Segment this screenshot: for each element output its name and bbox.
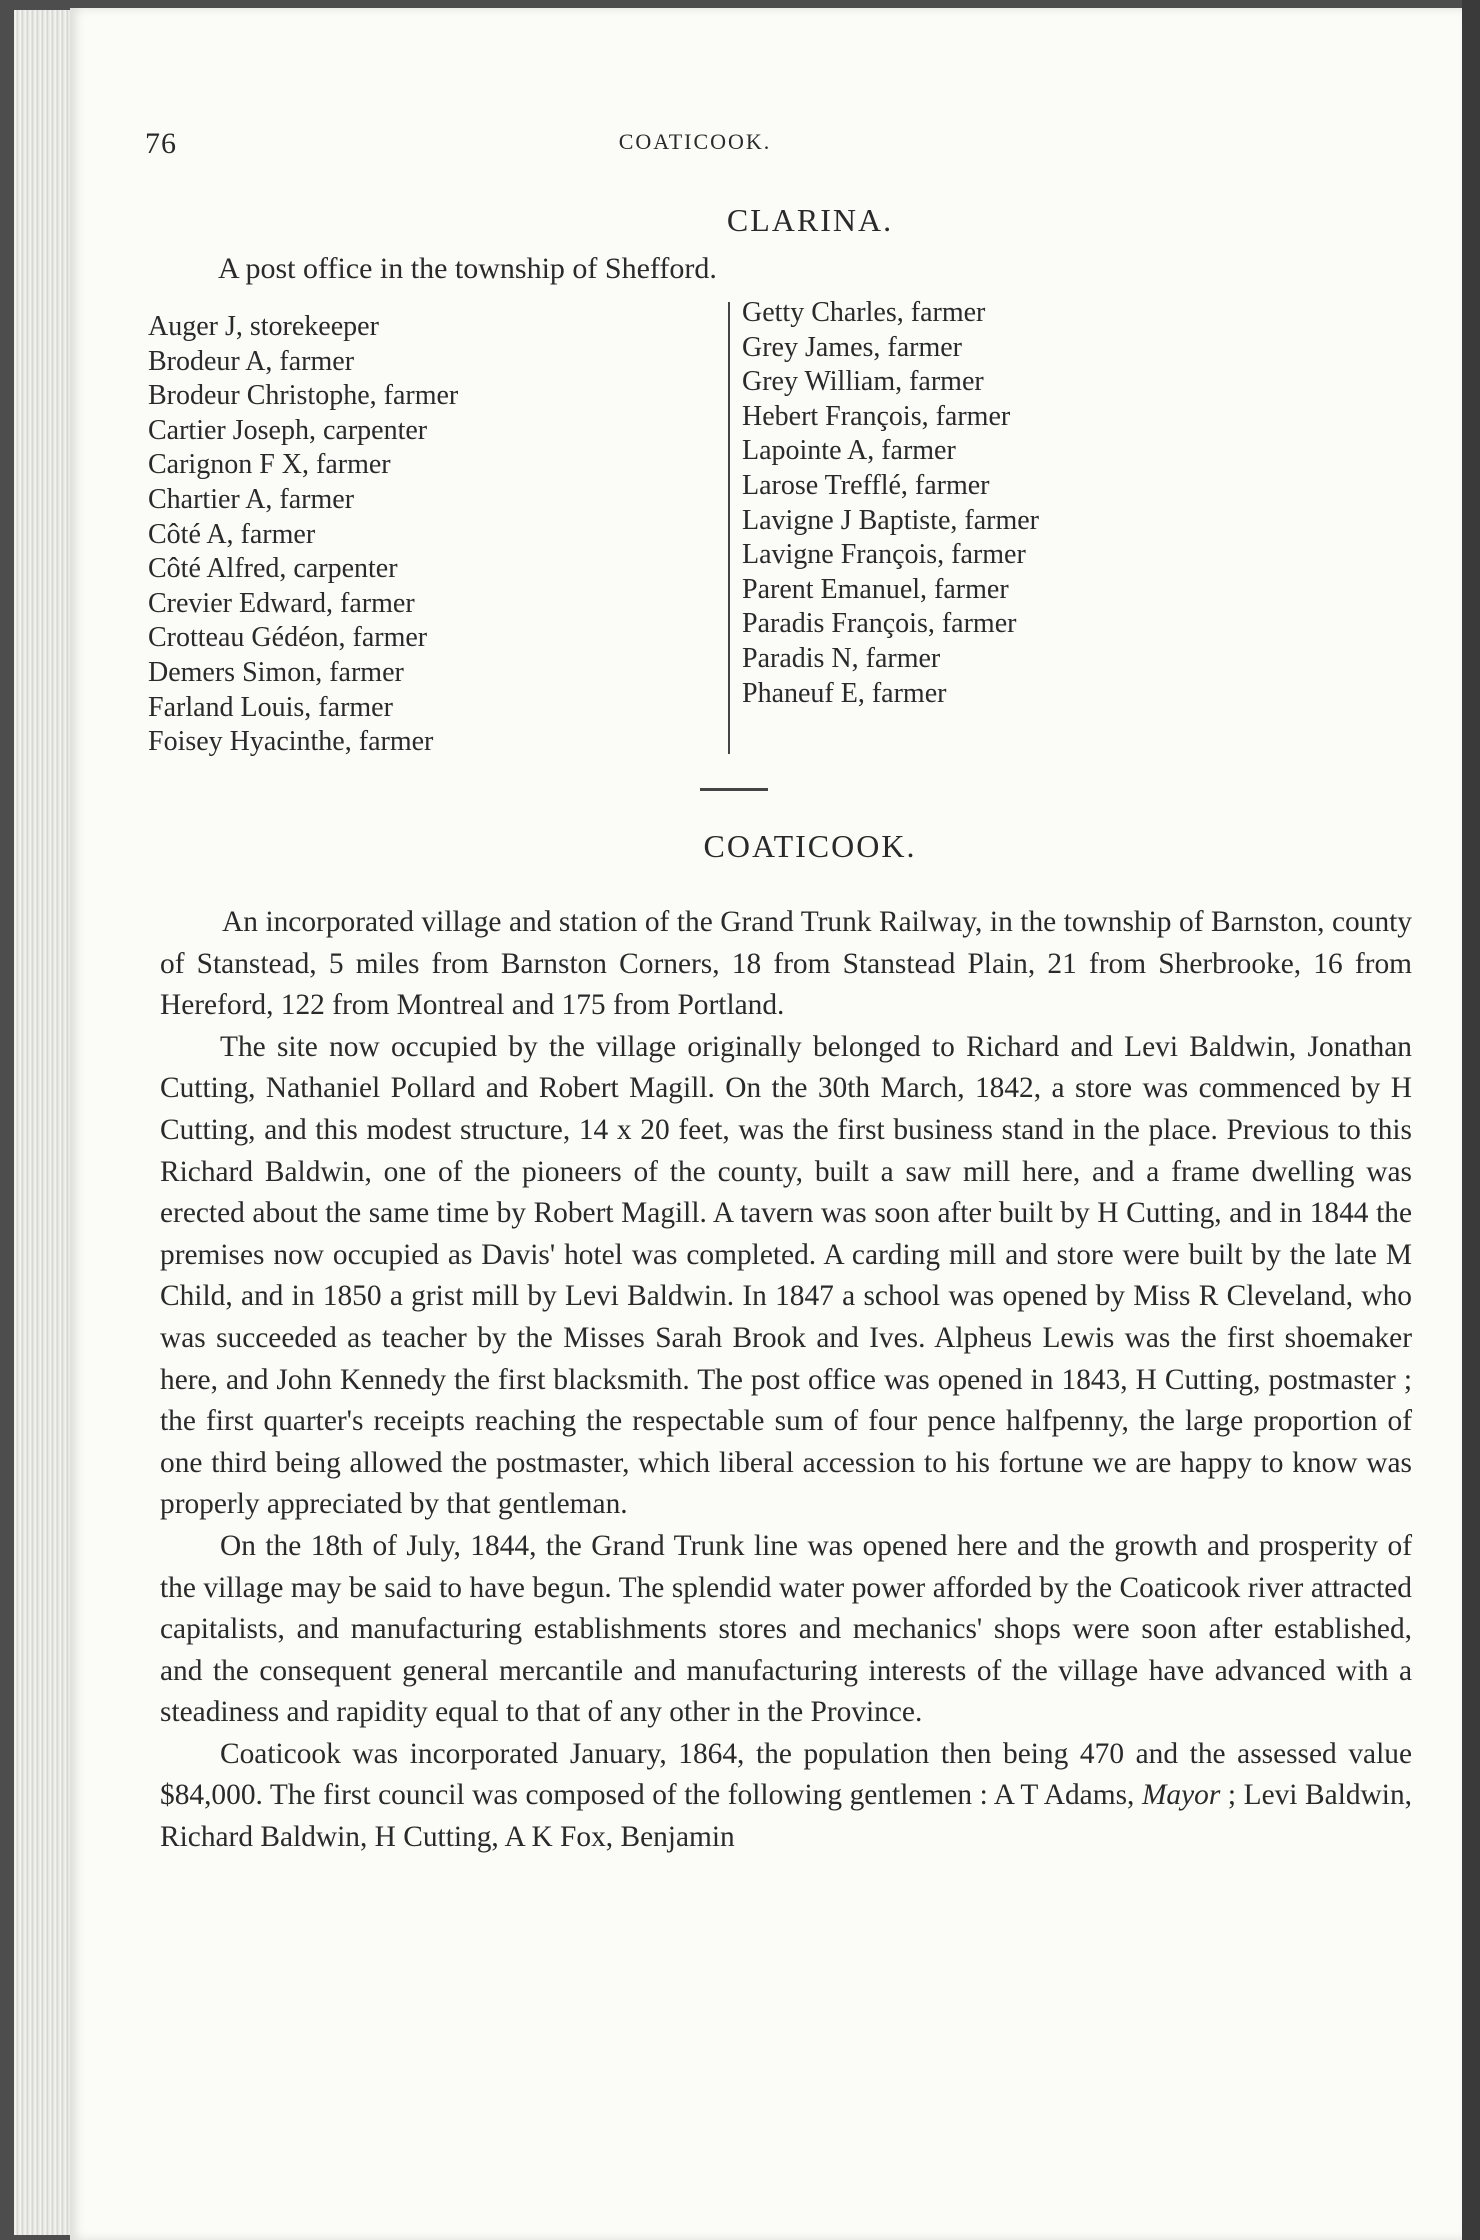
paragraph bbox=[160, 1734, 1412, 1859]
directory-entry: Chartier A, farmer bbox=[148, 483, 355, 515]
running-head: COATICOOK. bbox=[618, 129, 772, 154]
directory-entry: Côté A, farmer bbox=[148, 518, 316, 550]
directory-entry: Farland Louis, farmer bbox=[148, 691, 393, 723]
directory-entry: Demers Simon, farmer bbox=[148, 656, 404, 688]
page-edges bbox=[14, 10, 75, 2235]
coaticook-body bbox=[160, 902, 1412, 1859]
directory-entry: Lavigne J Baptiste, farmer bbox=[742, 504, 1040, 536]
directory-entry: Larose Trefflé, farmer bbox=[742, 469, 990, 501]
clarina-subtitle: A post office in the township of Shefford. bbox=[218, 252, 717, 285]
directory-entry: Lapointe A, farmer bbox=[742, 435, 956, 467]
directory-entry: Paradis N, farmer bbox=[742, 642, 941, 674]
directory-left-column bbox=[148, 310, 618, 760]
directory-entry: Getty Charles, farmer bbox=[742, 297, 986, 328]
clarina-title: CLARINA. bbox=[726, 202, 894, 238]
paragraph: The site now occupied by the village originally belonged to Richard and Levi Baldwin, Jonathan Cutting, Nathaniel Pollard and Robert Magill. On the 30th March, 1842, a store was commenced by H Cutting, and this modest structure, 14 x 20 feet, was the first business stand in the place. Previous to this Richard Baldwin, one of the pioneers of the county, built a saw mill here, and a frame dwelling was erected about the same time by Robert Magill. A tavern was soon after built by H Cutting, and in 1844 the premises now occupied as Davis' hotel was completed. A carding mill and store were built by the late M Child, and in 1850 a grist mill by Levi Baldwin. In 1847 a school was opened by Miss R Cleveland, who was succeeded as teacher by the Misses Sarah Brook and Ives. Alpheus Lewis was the first shoemaker here, and John Kennedy the first blacksmith. The post office was opened in 1843, H Cutting, postmaster ; the first quarter's receipts reaching the respectable sum of four pence halfpenny, the large proportion of one third being allowed the postmaster, which liberal accession to his fortune we are happy to know was properly appreciated by that gentleman. bbox=[160, 1030, 1412, 1521]
paragraph-text: ; Levi Baldwin, Richard Baldwin, H Cutting, A K Fox, Benjamin bbox=[160, 1779, 1412, 1854]
directory-entry: Auger J, storekeeper bbox=[148, 311, 379, 342]
directory-entry: Côté Alfred, carpenter bbox=[148, 553, 398, 585]
directory-entry: Paradis François, farmer bbox=[742, 608, 1017, 640]
directory-entry: Phaneuf E, farmer bbox=[742, 677, 947, 709]
directory-entry: Cartier Joseph, carpenter bbox=[148, 414, 428, 446]
page-number: 76 bbox=[145, 127, 177, 160]
directory-entry: Crevier Edward, farmer bbox=[148, 587, 415, 619]
coaticook-title: COATICOOK. bbox=[703, 828, 917, 864]
directory-entry: Lavigne François, farmer bbox=[742, 539, 1026, 571]
scan-border bbox=[1462, 0, 1480, 2240]
directory-right-column bbox=[742, 296, 1302, 711]
directory-entry: Brodeur A, farmer bbox=[148, 345, 355, 377]
section-rule bbox=[700, 788, 768, 791]
paragraph: An incorporated village and station of the Grand Trunk Railway, in the township of Barnston, county of Stanstead, 5 miles from Barnston Corners, 18 from Stanstead Plain, 21 from Sherbrooke, 16 from Hereford, 122 from Montreal and 175 from Portland. bbox=[160, 906, 1412, 1022]
directory-entry: Brodeur Christophe, farmer bbox=[148, 380, 459, 412]
page-header bbox=[145, 127, 1245, 167]
paragraph-text: Coaticook was incorporated January, 1864, the population then being 470 and the assessed value $84,000. The first council was composed of the following gentlemen : A T Adams, bbox=[160, 1737, 1412, 1812]
directory-entry: Grey William, farmer bbox=[742, 366, 984, 398]
column-divider bbox=[728, 302, 730, 754]
directory-entry: Foisey Hyacinthe, farmer bbox=[148, 726, 434, 758]
directory-entry: Carignon F X, farmer bbox=[148, 449, 391, 481]
mayor-title: Mayor bbox=[1141, 1779, 1221, 1812]
directory-entry: Parent Emanuel, farmer bbox=[742, 573, 1009, 605]
paragraph: On the 18th of July, 1844, the Grand Trunk line was opened here and the growth and prosperity of the village may be said to have begun. The splendid water power afforded by the Coaticook river attracted capitalists, and manufacturing establishments stores and mechanics' shops were soon after established, and the consequent general mercantile and manufacturing interests of the village have advanced with a steadiness and rapidity equal to that of any other in the Province. bbox=[160, 1529, 1412, 1729]
directory-entry: Crotteau Gédéon, farmer bbox=[148, 622, 428, 654]
directory-entry: Grey James, farmer bbox=[742, 331, 963, 363]
directory-entry: Hebert François, farmer bbox=[742, 400, 1011, 432]
